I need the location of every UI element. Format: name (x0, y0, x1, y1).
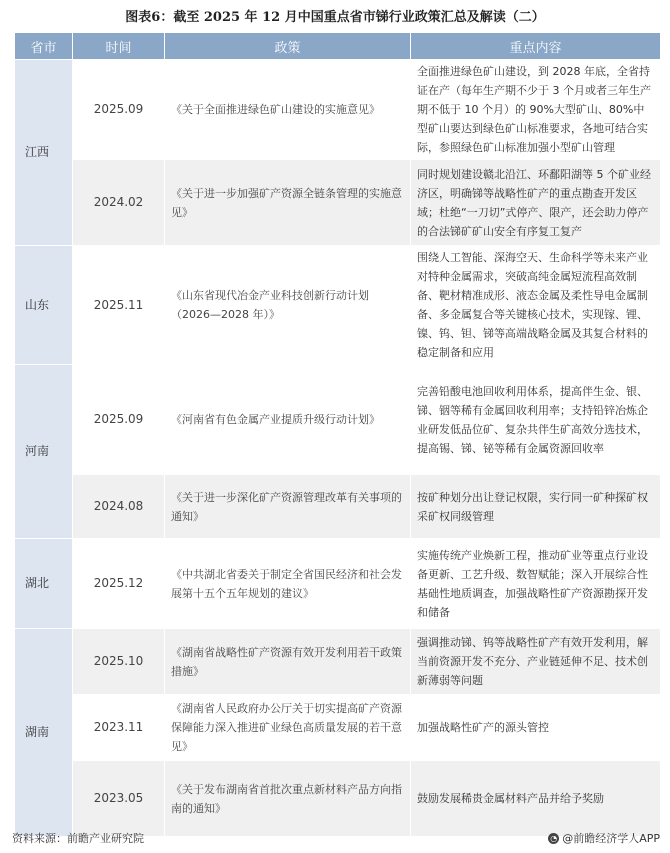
brand-logo-icon: ◔ (548, 833, 559, 844)
date-cell: 2025.09 (73, 365, 165, 475)
header-date: 时间 (73, 33, 165, 60)
policy-cell: 《河南省有色金属产业提质升级行动计划》 (165, 365, 411, 475)
content-cell: 按矿种划分出让登记权限，实行同一矿种探矿权采矿权同级管理 (411, 475, 661, 539)
province-cell: 江西 (15, 60, 73, 246)
policy-table (14, 32, 661, 837)
date-cell: 2025.09 (73, 60, 165, 160)
policy-cell: 《湖南省人民政府办公厅关于切实提高矿产资源保障能力深入推进矿业绿色高质量发展的若干意见》 (165, 695, 411, 761)
province-cell: 湖南 (15, 629, 73, 837)
brand-credit (548, 830, 660, 846)
header-province: 省市 (15, 33, 73, 60)
table-row (15, 761, 661, 837)
date-cell: 2023.11 (73, 695, 165, 761)
province-cell: 山东 (15, 246, 73, 365)
table-row (15, 629, 661, 695)
content-cell: 加强战略性矿产的源头管控 (411, 695, 661, 761)
policy-cell: 《湖南省战略性矿产资源有效开发利用若干政策措施》 (165, 629, 411, 695)
source-note: 资料来源：前瞻产业研究院 (12, 832, 144, 845)
table-row (15, 475, 661, 539)
province-cell: 河南 (15, 365, 73, 539)
header-policy: 政策 (165, 33, 411, 60)
content-cell: 全面推进绿色矿山建设，到 2028 年底，全省持证在产（每年生产期不少于 3 个月或者三年生产期不低于 10 个月）的 90%大型矿山、80%中型矿山要达到绿色矿山标准要求，各地可结合实际，参照绿色矿山标准加强小型矿山管理 (411, 60, 661, 160)
date-cell: 2024.02 (73, 160, 165, 246)
date-cell: 2023.05 (73, 761, 165, 837)
table-row (15, 60, 661, 160)
table-row (15, 246, 661, 365)
date-cell: 2025.10 (73, 629, 165, 695)
brand-label: @前瞻经济学人APP (562, 832, 660, 845)
chart-title: 图表6：截至 2025 年 12 月中国重点省市锑行业政策汇总及解读（二） (125, 10, 545, 25)
content-cell: 完善铅酸电池回收利用体系，提高伴生金、银、锑、铟等稀有金属回收利用率；支持铅锌冶炼企业研发低品位矿、复杂共伴生矿高效分选技术，提高锡、锑、铋等稀有金属资源回收率 (411, 365, 661, 475)
content-cell: 围绕人工智能、深海空天、生命科学等未来产业对特种金属需求，突破高纯金属短流程高效制备、靶材精准成形、液态金属及柔性导电金属制备、多金属复合等关键核心技术，实现镓、锂、镍、钨、钽、锑等高端战略金属及其复合材料的稳定制备和应用 (411, 246, 661, 365)
content-cell: 鼓励发展稀贵金属材料产品并给予奖励 (411, 761, 661, 837)
table-header (15, 33, 661, 60)
policy-cell: 《中共湖北省委关于制定全省国民经济和社会发展第十五个五年规划的建议》 (165, 539, 411, 629)
date-cell: 2025.12 (73, 539, 165, 629)
policy-cell: 《关于发布湖南省首批次重点新材料产品方向指南的通知》 (165, 761, 411, 837)
date-cell: 2024.08 (73, 475, 165, 539)
table-row (15, 160, 661, 246)
policy-cell: 《关于进一步加强矿产资源全链条管理的实施意见》 (165, 160, 411, 246)
table-row (15, 695, 661, 761)
content-cell: 强调推动锑、钨等战略性矿产有效开发利用，解当前资源开发不充分、产业链延伸不足、技术创新薄弱等问题 (411, 629, 661, 695)
date-cell: 2025.11 (73, 246, 165, 365)
footer (12, 830, 660, 846)
province-cell: 湖北 (15, 539, 73, 629)
header-content: 重点内容 (411, 33, 661, 60)
policy-cell: 《关于进一步深化矿产资源管理改革有关事项的通知》 (165, 475, 411, 539)
content-cell: 同时规划建设赣北沿江、环鄱阳湖等 5 个矿业经济区，明确锑等战略性矿产的重点勘查开发区域；杜绝“一刀切”式停产、限产，还会助力停产的合法锑矿矿山安全有序复工复产 (411, 160, 661, 246)
policy-cell: 《山东省现代冶金产业科技创新行动计划（2026—2028 年）》 (165, 246, 411, 365)
policy-cell: 《关于全面推进绿色矿山建设的实施意见》 (165, 60, 411, 160)
table-row (15, 539, 661, 629)
content-cell: 实施传统产业焕新工程，推动矿业等重点行业设备更新、工艺升级、数智赋能；深入开展综合性基础性地质调查，加强战略性矿产资源勘探开发和储备 (411, 539, 661, 629)
table-row (15, 365, 661, 475)
